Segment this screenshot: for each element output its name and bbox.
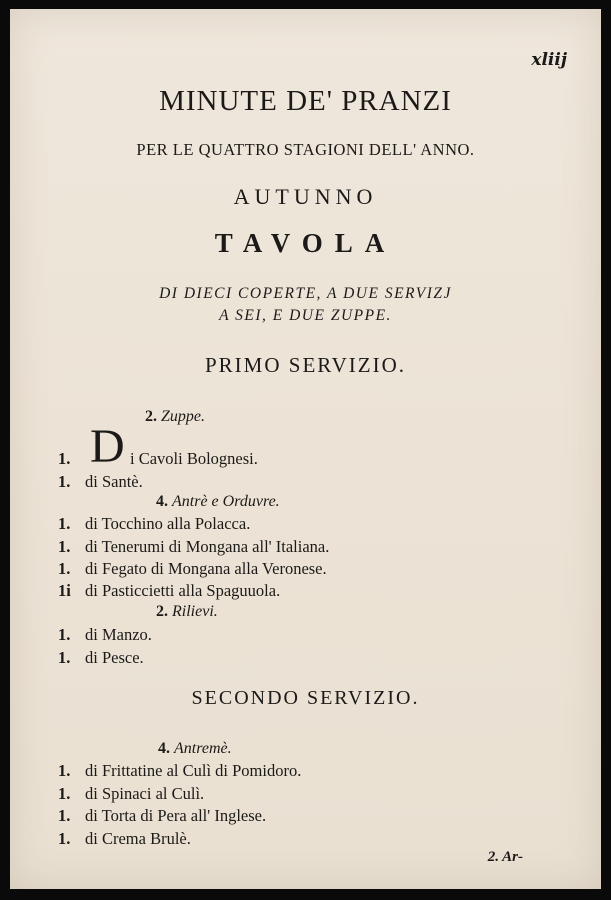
item-text: di Torta di Pera all' Inglese. — [85, 806, 267, 825]
covers-line-2: A SEI, E DUE ZUPPE. — [219, 307, 392, 324]
item-quantity: 1. — [58, 472, 71, 491]
item-text: di Tenerumi di Mongana all' Italiana. — [85, 537, 330, 556]
item-text: di Pasticcietti alla Spaguuola. — [85, 581, 281, 600]
season-heading: AUTUNNO — [233, 184, 378, 209]
list-item — [58, 581, 280, 601]
item-text: di Fegato di Mongana alla Veronese. — [85, 559, 327, 578]
item-text: di Manzo. — [85, 625, 152, 644]
item-quantity: 1. — [58, 559, 71, 578]
rilievi-count: 2. — [156, 603, 168, 620]
list-item — [58, 514, 250, 534]
list-item — [58, 829, 191, 849]
item-quantity: 1. — [58, 648, 71, 667]
item-quantity: 1. — [58, 761, 71, 780]
item-text: di Santè. — [85, 472, 143, 491]
item-quantity: 1. — [58, 806, 71, 825]
item-quantity: 1i — [58, 581, 71, 600]
list-item — [58, 761, 301, 781]
page-subtitle: PER LE QUATTRO STAGIONI DELL' ANNO. — [136, 140, 475, 159]
item-quantity: 1. — [58, 514, 71, 533]
page-title: MINUTE DE' PRANZI — [159, 85, 452, 117]
list-item — [58, 449, 85, 469]
item-text: i Cavoli Bolognesi. — [130, 449, 258, 468]
item-text: di Frittatine al Culì di Pomidoro. — [85, 761, 302, 780]
item-quantity: 1. — [58, 537, 71, 556]
list-item — [58, 625, 152, 645]
rilievi-subheading — [156, 603, 218, 621]
item-text: di Crema Brulè. — [85, 829, 191, 848]
secondo-servizio-heading: SECONDO SERVIZIO. — [191, 687, 420, 709]
item-text: di Spinaci al Culì. — [85, 784, 205, 803]
item-quantity: 1. — [58, 829, 71, 848]
page-number: xliij — [531, 50, 567, 70]
list-item — [58, 806, 266, 826]
book-page — [10, 9, 601, 889]
item-quantity: 1. — [58, 784, 71, 803]
antreme-count: 4. — [158, 740, 170, 757]
item-text: di Tocchino alla Polacca. — [85, 514, 251, 533]
primo-servizio-heading: PRIMO SERVIZIO. — [205, 353, 406, 377]
covers-line-1: DI DIECI COPERTE, A DUE SERVIZJ — [159, 285, 452, 302]
item-quantity: 1. — [58, 449, 71, 468]
drop-cap: D — [90, 420, 125, 473]
list-item — [58, 559, 327, 579]
list-item — [58, 537, 329, 557]
zuppe-count: 2. — [145, 408, 157, 425]
catchword: 2. Ar- — [487, 849, 523, 865]
antre-subheading — [156, 493, 280, 511]
list-item — [58, 784, 204, 804]
table-heading: TAVOLA — [214, 228, 397, 258]
antreme-label: Antremè. — [174, 740, 232, 757]
list-item — [58, 472, 143, 492]
item-quantity: 1. — [58, 625, 71, 644]
rilievi-label: Rilievi. — [172, 603, 218, 620]
zuppe-label: Zuppe. — [161, 408, 205, 425]
zuppe-subheading — [145, 408, 205, 426]
antre-count: 4. — [156, 493, 168, 510]
antreme-subheading — [158, 740, 232, 758]
antre-label: Antrè e Orduvre. — [172, 493, 280, 510]
item-text: di Pesce. — [85, 648, 144, 667]
list-item — [58, 648, 144, 668]
